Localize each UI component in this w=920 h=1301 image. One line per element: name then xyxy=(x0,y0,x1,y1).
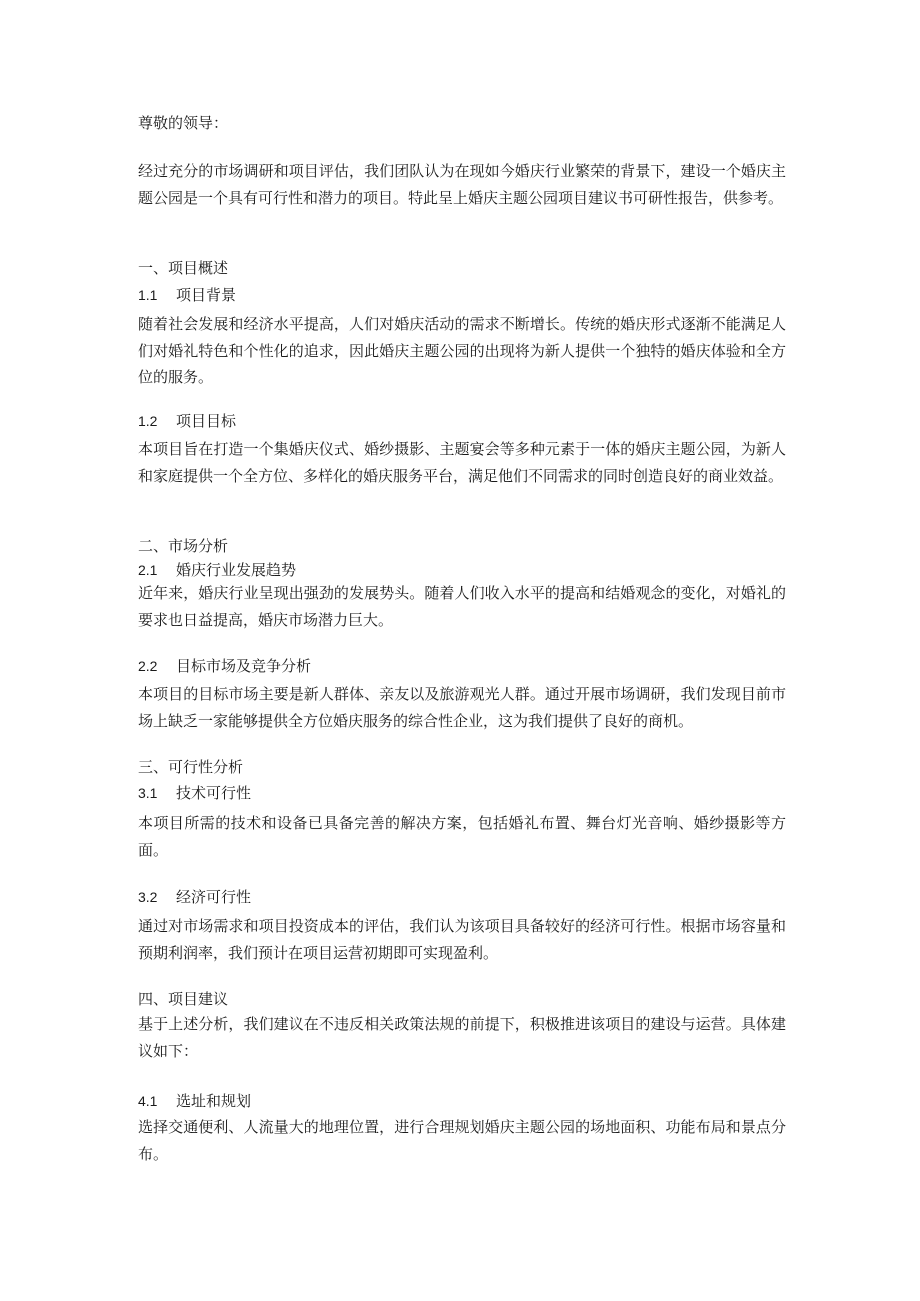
subsection-title: 项目目标 xyxy=(176,412,237,430)
subsection-number: 4.1 xyxy=(138,1093,158,1109)
subsection-number: 2.1 xyxy=(138,562,158,578)
subsection-2-1-body: 近年来，婚庆行业呈现出强劲的发展势头。随着人们收入水平的提高和结婚观念的变化，对婚礼的要求也日益提高，婚庆市场潜力巨大。 xyxy=(138,584,786,629)
subsection-4-1-heading xyxy=(138,1090,251,1112)
subsection-3-2-heading xyxy=(138,886,251,908)
subsection-title: 经济可行性 xyxy=(176,888,252,906)
subsection-number: 3.2 xyxy=(138,889,158,905)
subsection-number: 3.1 xyxy=(138,785,158,801)
subsection-1-2-body: 本项目旨在打造一个集婚庆仪式、婚纱摄影、主题宴会等多种元素于一体的婚庆主题公园，为新人和家庭提供一个全方位、多样化的婚庆服务平台，满足他们不同需求的同时创造良好的商业效益。 xyxy=(138,440,786,485)
subsection-title: 婚庆行业发展趋势 xyxy=(176,561,297,579)
subsection-2-1-heading xyxy=(138,559,296,581)
subsection-number: 2.2 xyxy=(138,658,158,674)
subsection-number: 1.2 xyxy=(138,413,158,429)
subsection-1-2-heading xyxy=(138,410,236,432)
salutation: 尊敬的领导： xyxy=(138,114,229,132)
subsection-4-1-body: 选择交通便利、人流量大的地理位置，进行合理规划婚庆主题公园的场地面积、功能布局和景点分布。 xyxy=(138,1118,786,1163)
section-3-heading: 三、可行性分析 xyxy=(138,758,244,776)
section-4-heading: 四、项目建议 xyxy=(138,990,229,1008)
subsection-3-1-heading xyxy=(138,782,251,804)
subsection-2-2-heading xyxy=(138,655,311,677)
intro-paragraph: 经过充分的市场调研和项目评估，我们团队认为在现如今婚庆行业繁荣的背景下，建设一个婚庆主题公园是一个具有可行性和潜力的项目。特此呈上婚庆主题公园项目建议书可研性报告，供参考。 xyxy=(138,162,786,207)
subsection-title: 项目背景 xyxy=(176,286,237,304)
subsection-3-2-body: 通过对市场需求和项目投资成本的评估，我们认为该项目具备较好的经济可行性。根据市场容量和预期利润率，我们预计在项目运营初期即可实现盈利。 xyxy=(138,917,786,962)
subsection-1-1-body: 随着社会发展和经济水平提高，人们对婚庆活动的需求不断增长。传统的婚庆形式逐渐不能满足人们对婚礼特色和个性化的追求，因此婚庆主题公园的出现将为新人提供一个独特的婚庆体验和全方位的服务。 xyxy=(138,315,786,386)
subsection-number: 1.1 xyxy=(138,287,158,303)
section-4-body: 基于上述分析，我们建议在不违反相关政策法规的前提下，积极推进该项目的建设与运营。具体建议如下： xyxy=(138,1015,786,1060)
subsection-title: 选址和规划 xyxy=(176,1092,252,1110)
subsection-3-1-body: 本项目所需的技术和设备已具备完善的解决方案，包括婚礼布置、舞台灯光音响、婚纱摄影等方面。 xyxy=(138,814,786,859)
section-1-heading: 一、项目概述 xyxy=(138,259,229,277)
subsection-1-1-heading xyxy=(138,284,236,306)
section-2-heading: 二、市场分析 xyxy=(138,537,229,555)
subsection-title: 技术可行性 xyxy=(176,784,252,802)
subsection-2-2-body: 本项目的目标市场主要是新人群体、亲友以及旅游观光人群。通过开展市场调研，我们发现目前市场上缺乏一家能够提供全方位婚庆服务的综合性企业，这为我们提供了良好的商机。 xyxy=(138,685,786,730)
subsection-title: 目标市场及竞争分析 xyxy=(176,657,312,675)
